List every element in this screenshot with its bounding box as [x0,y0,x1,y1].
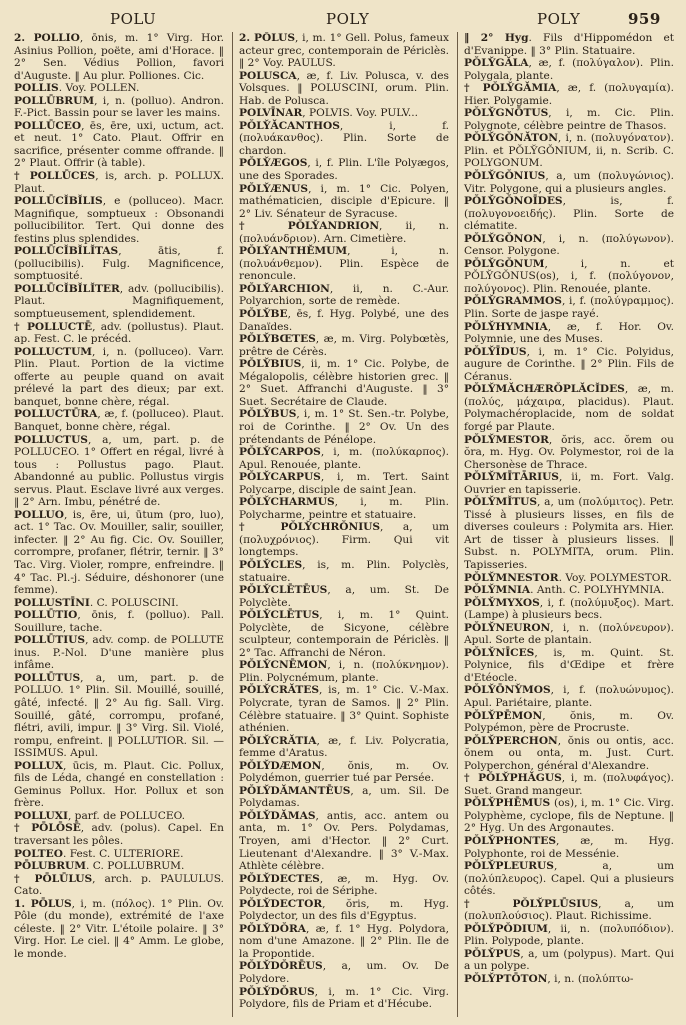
dictionary-entry: PŎLY̆CRĂTIA, æ, f. Liv. Polycratia, femme d'Aratus. [239,734,449,760]
dictionary-entry: POLLŪCEO, ēs, ēre, uxi, uctum, act. et neut. 1° Cato. Plaut. Offrir en sacrifice, présenter comme offrande. ‖ 2° Plaut. Offrir (à table). [14,119,224,170]
dictionary-entry: PŎLY̆DĂMAS, antis, acc. antem ou anta, m. 1° Ov. Pers. Polydamas, Troyen, ami d'Hector. ‖ 2° Curt. Lieutenant d'Alexandre. ‖ 3° V.-Max. Athlète célèbre. [239,809,449,873]
dictionary-entry: 1. PŌLUS, i, m. (πόλος). 1° Plin. Ov. Pôle (du monde), extrémité de l'axe céleste. ‖ 2° Vitr. L'étoile polaire. ‖ 3° Virg. Hor. Le ciel. ‖ 4° Amm. Le globe, le monde. [14,897,224,960]
dictionary-entry: † PŌLŪLUS, arch. p. PAULULUS. Cato. [14,872,224,898]
dictionary-entry: PŎLY̆ĂCANTHOS, i, f. (πολυάκανθος). Plin. Sorte de chardon. [239,119,449,157]
dictionary-entry: † PŌLŌSĒ, adv. (polus). Capel. En traversant les pôles. [14,822,224,847]
dictionary-entry: POLLIS. Voy. POLLEN. [14,82,140,95]
text-columns [14,32,674,1017]
dictionary-entry: † PŎLY̆ANDRION, ii, n. (πολυάνδριον). Arn. Cimetière. [239,220,449,245]
dictionary-entry: POLLUX, ūcis, m. Plaut. Cic. Pollux, fils de Léda, changé en constellation : Geminus Pollux. Hor. Pollux et son frère. [14,759,224,810]
dictionary-entry: PŎLY̆DŎRUS, i, m. 1° Cic. Virg. Polydore, fils de Priam et d'Hécube. [239,985,449,1011]
dictionary-entry: PŎLY̆CARPUS, i, m. Tert. Saint Polycarpe, disciple de saint Jean. [239,471,449,496]
running-head [0,10,686,30]
dictionary-entry: PŎLY̆MNIA. Anth. C. POLYHYMNIA. [464,584,665,597]
dictionary-entry: PŎLY̆PHĒMUS (os), i, m. 1° Cic. Virg. Polyphème, cyclope, fils de Neptune. ‖ 2° Hyg. Un des Argonautes. [464,797,674,835]
dictionary-entry: POLLŪCĬBĬLĬTAS, ātis, f. (pollucibilis). Fulg. Magnificence, somptuosité. [14,245,224,283]
dictionary-entry: PŎLY̆DECTOR, ŏris, m. Hyg. Polydector, un des fils d'Egyptus. [239,897,449,923]
dictionary-entry: POLLUCTUS, a, um, part. p. de POLLUCEO. 1° Offert en régal, livré à tous : Pollustus pago. Plaut. Abandonné au public. Pollustus virgis servus. Plaut. Esclave livré aux verges. ‖ 2° Arn. Imbu, pénétré de. [14,433,224,509]
dictionary-entry: † PŎLY̆PLŪSIUS, a, um (πολυπλούσιος). Plaut. Richissime. [464,897,674,923]
dictionary-entry: † PŎLY̆PHĂGUS, i, m. (πολυφάγος). Suet. Grand mangeur. [464,772,674,797]
dictionary-entry: PŎLY̆ĪDUS, i, m. 1° Cic. Polyidus, augure de Corinthe. ‖ 2° Plin. Fils de Céranus. [464,345,674,383]
dictionary-entry: POLLUSTĪNI. C. POLUSCINI. [14,596,179,609]
dictionary-entry: PŎLY̆GĂLA, æ, f. (πολύγαλον). Plin. Polygala, plante. [464,57,674,82]
dictionary-entry: PŎLY̆GŎNUM, i, n. et PŎLY̆GŎNUS(os), i, f. (πολύγονον, πολύγονος). Plin. Renouée, plante. [464,257,674,295]
page-number: 959 [628,10,661,28]
dictionary-entry: PŎLY̆MĂCHÆRŎPLĂCĬDES, æ, m. (πολύς, μάχαιρα, placidus). Plaut. Polymachéroplacide, nom de soldat forgé par Plaute. [464,383,674,433]
dictionary-entry: PŎLY̆PLEURUS, a, um (πολύπλευρος). Capel. Qui a plusieurs côtés. [464,860,674,898]
running-head-right: POLY [537,10,581,28]
dictionary-entry: POLLUCTUM, i, n. (polluceo). Varr. Plin. Plaut. Portion de la victime offerte au peuple quand on avait prélevé la part des dieux; par ext. banquet, bonne chère, régal. [14,345,224,408]
dictionary-entry: PŎLY̆CLĒTĒUS, a, um. St. De Polyclète. [239,584,449,609]
dictionary-entry: POLUSCA, æ, f. Liv. Polusca, v. des Volsques. ‖ POLUSCINI, orum. Plin. Hab. de Polusca. [239,69,449,107]
dictionary-entry: PŎLY̆PUS, a, um (polypus). Mart. Qui a un polype. [464,947,674,973]
dictionary-entry: PŎLY̆MĪTĀRIUS, ii, m. Fort. Valg. Ouvrier en tapisserie. [464,471,674,496]
dictionary-entry: PŎLY̆CRĂTES, is, m. 1° Cic. V.-Max. Polycrate, tyran de Samos. ‖ 2° Plin. Célèbre statuaire. ‖ 3° Quint. Sophiste athénien. [239,684,449,735]
dictionary-entry: † POLLUCTĒ, adv. (pollustus). Plaut. ap. Fest. C. le précéd. [14,320,224,346]
dictionary-entry: POLLŪCĬBĬLĬTER, adv. (pollucibilis). Plaut. Magnifiquement, somptueusement, splendidement. [14,282,224,321]
dictionary-entry: PŎLY̆CNĒMON, i, n. (πολύκνημον). Plin. Polycnémum, plante. [239,659,449,684]
dictionary-entry: PŎLY̆MĬTUS, a, um (πολύμιτος). Petr. Tissé à plusieurs lisses, en fils de diverses couleurs : Polymita ars. Hier. Art de tisser à plusieurs lisses. ‖ Subst. n. POLYMITA, orum. Plin. Tapisseries. [464,496,674,571]
dictionary-entry: PŎLY̆GRAMMOS, i, f. (πολύγραμμος). Plin. Sorte de jaspe rayé. [464,295,674,321]
dictionary-entry: PŎLY̆ANTHĔMUM, i, n. (πολυάνθεμον). Plin. Espèce de renoncule. [239,245,449,283]
dictionary-entry: PŎLY̆HYMNIA, æ, f. Hor. Ov. Polymnie, une des Muses. [464,320,674,346]
dictionary-entry: PŎLY̆GŎNIUS, a, um (πολυγώνιος). Vitr. Polygone, qui a plusieurs angles. [464,170,674,195]
dictionary-entry: PŎLY̆ÆNUS, i, m. 1° Cic. Polyen, mathématicien, disciple d'Epicure. ‖ 2° Liv. Sénateur de Syracuse. [239,182,449,220]
dictionary-entry: POLLŪTIO, ōnis, f. (polluo). Pall. Souillure, tache. [14,609,224,634]
dictionary-entry: † PŎLY̆GĂMIA, æ, f. (πολυγαμία). Hier. Polygamie. [464,82,674,107]
dictionary-entry: PŎLY̆PŎDIUM, ii, n. (πολυπόδιον). Plin. Polypode, plante. [464,922,674,948]
column-right [457,32,674,1017]
running-head-center: POLY [326,10,370,28]
dictionary-entry: PŎLY̆GNŌTUS, i, m. Cic. Plin. Polygnote, célèbre peintre de Thasos. [464,107,674,132]
dictionary-entry: POLLŪTIUS, adv. comp. de POLLUTE inus. P.-Nol. D'une manière plus infâme. [14,634,224,672]
column-middle [232,32,449,1017]
dictionary-entry: PŎLY̆DŎRA, æ, f. 1° Hyg. Polydora, nom d'une Amazone. ‖ 2° Plin. Ile de la Propontide. [239,922,449,960]
dictionary-entry: PŎLY̆ARCHION, ii, n. C.-Aur. Polyarchion, sorte de remède. [239,282,449,308]
dictionary-entry: PŎLY̆ŌNY̆MOS, i, f. (πολυώνυμος). Apul. Pariétaire, plante. [464,684,674,709]
dictionary-entry: PŎLY̆DŎRĒUS, a, um. Ov. De Polydore. [239,960,449,986]
dictionary-entry: PŎLY̆CARPOS, i, m. (πολύκαρπος). Apul. Renouée, plante. [239,446,449,471]
dictionary-entry: POLLUCTŪRA, æ, f. (polluceo). Plaut. Banquet, bonne chère, régal. [14,408,224,433]
dictionary-entry: PŎLY̆MESTOR, ŏris, acc. ŏrem ou ŏra, m. Hyg. Ov. Polymestor, roi de la Chersonèse de Thrace. [464,433,674,471]
dictionary-entry: PŎLY̆GŎNON, i, n. (πολύγωνον). Censor. Polygone. [464,232,674,258]
dictionary-entry: POLLUO, is, ēre, ui, ūtum (pro, luo), act. 1° Tac. Ov. Mouiller, salir, souiller, infecter. ‖ 2° Au fig. Cic. Ov. Souiller, corrompre, profaner, flétrir, ternir. ‖ 3° Tac. Virg. Violer, rompre, enfreindre. ‖ 4° Tac. Pl.-j. Séduire, déshonorer (une femme). [14,508,224,597]
dictionary-entry: POLVĪNAR, POLVIS. Voy. PULV... [239,107,418,120]
dictionary-entry: PŎLY̆BIUS, ii, m. 1° Cic. Polybe, de Mégalopolis, célèbre historien grec. ‖ 2° Suet. Affranchi d'Auguste. ‖ 3° Suet. Secrétaire de Claude. [239,358,449,408]
dictionary-entry: PŎLY̆GŎNĂTON, i, n. (πολυγόνατον). Plin. et PŎLY̆GŎNIUM, ii, n. Scrib. C. POLYGONUM. [464,132,674,170]
dictionary-entry: PŎLY̆CLĒTUS, i, m. 1° Quint. Polyclète, de Sicyone, célèbre sculpteur, contemporain de Périclès. ‖ 2° Tac. Affranchi de Néron. [239,609,449,659]
dictionary-entry: PŎLY̆NEURON, i, n. (πολύνευρον). Apul. Sorte de plantain. [464,621,674,647]
dictionary-entry: PŎLY̆CLES, is, m. Plin. Polyclès, statuaire. [239,558,449,584]
running-head-left: POLU [110,10,157,28]
dictionary-entry: PŎLY̆PHONTES, æ, m. Hyg. Polyphonte, roi de Messénie. [464,835,674,860]
column-left [14,32,224,1017]
dictionary-entry: PŎLY̆PĒMON, ŏnis, m. Ov. Polypémon, père de Procruste. [464,709,674,735]
dictionary-entry: 2. POLLIO, ōnis, m. 1° Virg. Hor. Asinius Pollion, poëte, ami d'Horace. ‖ 2° Sen. Védius Pollion, favori d'Auguste. ‖ Au plur. Polliones. Cic. [14,32,224,82]
dictionary-entry: POLLŪCĬBĬLIS, e (polluceo). Macr. Magnifique, somptueux : Obsonandi pollucibilitor. Tert. Qui donne des festins plus splendides. [14,195,224,245]
dictionary-entry: POLLUXI, parf. de POLLUCEO. [14,809,186,822]
dictionary-entry: † PŎLY̆CHRŎNIUS, a, um (πολυχρόνιος). Firm. Qui vit longtemps. [239,521,449,559]
dictionary-entry: PŎLY̆PERCHON, ŏnis ou ontis, acc. ŏnem ou onta, m. Just. Curt. Polyperchon, général d'Alexandre. [464,734,674,772]
dictionary-entry: PŎLY̆PTŌTON, i, n. (πολύπτω- [464,973,634,986]
dictionary-entry: 2. PŌLUS, i, m. 1° Gell. Polus, fameux acteur grec, contemporain de Périclès. ‖ 2° Voy. PAULUS. [239,32,449,70]
dictionary-entry: POLTEO. Fest. C. ULTERIORE. [14,847,184,860]
dictionary-entry: PŎLY̆GŎNOĪDES, is, f. (πολυγονοειδής). Plin. Sorte de clématite. [464,195,674,233]
dictionary-entry: PŎLY̆NĪCES, is, m. Quint. St. Polynice, fils d'Œdipe et frère d'Etéocle. [464,646,674,684]
dictionary-entry: PŎLY̆ÆGOS, i, f. Plin. L'île Polyægos, une des Sporades. [239,157,449,183]
dictionary-entry: PŎLY̆BE, ēs, f. Hyg. Polybé, une des Danaïdes. [239,308,449,333]
dictionary-entry: PŎLY̆MYXOS, i, f. (πολύμυξος). Mart. (Lampe) à plusieurs becs. [464,596,674,622]
dictionary-entry: PŎLY̆MNESTOR. Voy. POLYMESTOR. [464,571,672,584]
dictionary-entry: PŌLUBRUM. C. POLLUBRUM. [14,860,185,873]
dictionary-entry: ‖ 2° Hyg. Fils d'Hippomédon et d'Evanippe. ‖ 3° Plin. Statuaire. [464,32,674,57]
dictionary-entry: POLLŪTUS, a, um, part. p. de POLLUO. 1° Plin. Sil. Mouillé, souillé, gâté, infecté. ‖ 2° Au fig. Sall. Virg. Souillé, gâté, corrompu, profané, flétri, avili, impur. ‖ 3° Virg. Sil. Violé, rompu, enfreint. ‖ POLLUTIOR. Sil. — ISSIMUS. Apul. [14,671,224,760]
dictionary-entry: † POLLŪCES, is, arch. p. POLLUX. Plaut. [14,170,224,195]
dictionary-entry: PŎLY̆CHARMUS, i, m. Plin. Polycharme, peintre et statuaire. [239,496,449,521]
dictionary-entry: PŎLY̆BŒTES, æ, m. Virg. Polybœtès, prêtre de Cérès. [239,333,449,358]
dictionary-entry: PŎLY̆DÆMON, ŏnis, m. Ov. Polydémon, guerrier tué par Persée. [239,759,449,785]
dictionary-entry: PŎLY̆DECTES, æ, m. Hyg. Ov. Polydecte, roi de Sériphe. [239,872,449,898]
dictionary-entry: PŎLY̆DĂMANTĒUS, a, um. Sil. De Polydamas. [239,784,449,810]
dictionary-entry: POLLŪBRUM, i, n. (polluo). Andron. F.-Pict. Bassin pour se laver les mains. [14,94,224,120]
dictionary-entry: PŎLY̆BUS, i, m. 1° St. Sen.-tr. Polybe, roi de Corinthe. ‖ 2° Ov. Un des prétendants de Pénélope. [239,408,449,446]
